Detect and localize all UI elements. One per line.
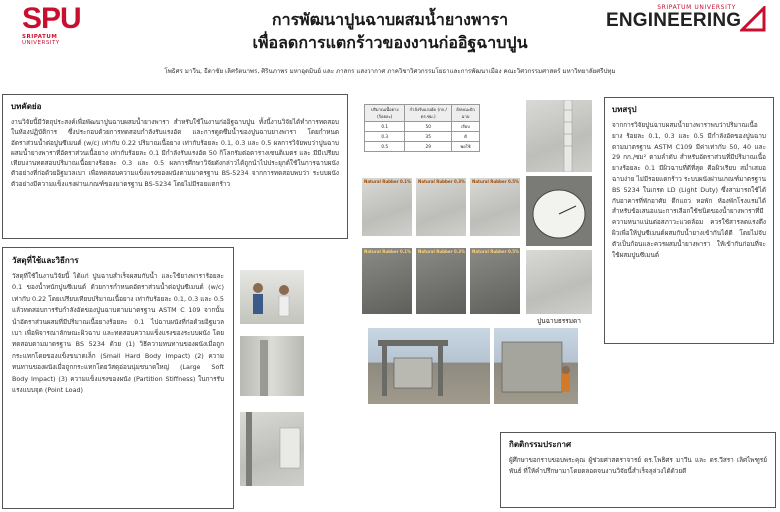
spu-logo-text: SPU xyxy=(22,2,81,35)
table-cell: 50 xyxy=(405,122,452,132)
specimen-label: Natural Rubber 0.5% xyxy=(472,249,520,254)
site-photo-right xyxy=(494,328,578,404)
specimen-photo xyxy=(470,178,520,236)
building-frame-icon xyxy=(368,328,490,404)
poster-title-line1: การพัฒนาปูนฉาบผสมน้ำยางพารา xyxy=(271,10,509,29)
specimen-label: Natural Rubber 0.1% xyxy=(364,249,412,254)
test-frame-icon xyxy=(240,412,304,486)
wall-caption: ปูนฉาบธรรมดา xyxy=(537,317,581,325)
wall-test-photo xyxy=(240,412,304,486)
frame-icon xyxy=(240,336,304,396)
specimen-photo xyxy=(362,248,412,314)
lab-work-photo xyxy=(240,270,304,324)
table-cell: พอใช้ xyxy=(451,142,479,152)
specimen-photo xyxy=(416,248,466,314)
spu-logo-line2: UNIVERSITY xyxy=(22,40,60,46)
spu-logo-line1: SRIPATUM xyxy=(22,34,58,40)
workers-icon xyxy=(240,270,304,324)
table-header-cell: ปริมาณเนื้อยาง (ร้อยละ) xyxy=(365,105,405,122)
table-row xyxy=(365,122,480,132)
table-row xyxy=(365,132,480,142)
table-header-cell: ลักษณะผิวฉาบ xyxy=(451,105,479,122)
abstract-heading: บทคัดย่อ xyxy=(11,102,42,111)
acknowledgement-section xyxy=(500,432,776,508)
wall-construction-icon xyxy=(494,328,578,404)
table-header-row xyxy=(365,105,480,122)
specimen-label: Natural Rubber 0.5% xyxy=(472,179,520,184)
drum-photo xyxy=(526,176,592,246)
specimen-label: Natural Rubber 0.3% xyxy=(418,179,466,184)
specimen-photo xyxy=(470,248,520,314)
summary-section xyxy=(604,97,774,344)
abstract-body: งานวิจัยนี้มีวัตถุประสงค์เพื่อพัฒนาปูนฉาบผสมน้ำยางพารา สำหรับใช้ในงานก่ออิฐฉาบปูน ทั้งนี้งานวิจัยได้ทำการทดสอบในห้องปฏิบัติการ ซึ่งประกอบด้วยการทดสอบกำลังรับแรงอัด และการดูดซึมน้ำของปูนฉาบยางพารา โดยกำหนดอัตราส่วนน้ำต่อปูนซีเมนต์ (w/c) เท่ากับ 0.22 ปริมาณเนื้อยาง เท่ากับร้อยละ 0.1, 0.3 และ 0.5 ผลการวิจัยพบว่าปูนฉาบผสมน้ำยางพาราที่อัตราส่วนเนื้อยาง เท่ากับร้อยละ 0.1 มีกำลังรับแรงอัด 50 กิโลกรัมต่อตารางเซนติเมตร และ มีมีเปรียบเทียบงานทดสอบปริมาณเนื้อยางร้อยละ 0.3 และ 0.5 ผลการศึกษาวิจัยดังกล่าวได้ถูกนำไปประยุกต์ใช้ในการฉาบผนังตัวอย่างที่ก่อด้วยอิฐมวลเบา เพื่อทดสอบความแข็งแรงของผนังตามมาตรฐาน BS-5234 จากการทดสอบพบว่า ระบบผนังตัวอย่างมีความแข็งแรงผ่านเกณฑ์ของมาตรฐาน BS-5234 โดยไม่มีรอยแตกร้าว xyxy=(11,118,339,188)
table-cell: 0.3 xyxy=(365,132,405,142)
methods-section xyxy=(2,247,234,509)
acknowledgement-heading: กิตติกรรมประกาศ xyxy=(509,440,572,449)
summary-body: จากการวิจัยปูนฉาบผสมน้ำยางพาราพบว่าปริมาณเนื้อยาง ร้อยละ 0.1, 0.3 และ 0.5 มีกำลังอัดของปูนฉาบตามมาตรฐาน ASTM C109 มีค่าเท่ากับ 50, 40 และ 29 กก./ซม² ตามลำดับ สำหรับอัตราส่วนที่มีปริมาณเนื้อยางร้อยละ 0.1 มีผิวฉาบที่ดีที่สุด คือผิวเรียบ สม่ำเสมอ ฉาบง่าย ไม่มีรอยแตกร้าว ระบบผนังผ่านเกณฑ์มาตรฐาน BS 5234 ในเกรด LD (Light Duty) ซึ่งสามารถใช้ได้กับอาคารที่พักอาศัย ตึกแถว หอพัก ห้องพักโรงแรมได้ สำหรับข้อเสนอแนะการเลือกใช้ชนิดของน้ำยางพาราที่มีความหนาแน่นต่อสภาวะแวดล้อม ควรใช้สารลดแรงตึงผิวเพื่อให้ปูนซีเมนต์ผสมกับน้ำยางเข้ากันได้ดี โดยไม่จับตัวเป็นก้อนและควรผสมน้ำยางพารา ให้เข้ากันก่อนที่จะใช้ผสมปูนซีเมนต์ xyxy=(612,121,766,259)
test-rig-photo xyxy=(526,100,592,172)
engineering-logo-line1: SRIPATUM UNIVERSITY xyxy=(657,4,736,11)
engineering-logo xyxy=(606,4,766,34)
spu-logo xyxy=(22,4,102,48)
site-photo-left xyxy=(368,328,490,404)
engineering-logo-text: ENGINEERING xyxy=(606,10,742,31)
abstract-section xyxy=(2,94,348,239)
table-cell: 35 xyxy=(405,132,452,142)
poster-title-line2: เพื่อลดการแตกร้าวของงานก่ออิฐฉาบปูน xyxy=(252,33,528,52)
drum-icon xyxy=(526,176,592,246)
table-cell: 29 xyxy=(405,142,452,152)
summary-heading: บทสรุป xyxy=(612,105,637,114)
specimen-photo xyxy=(416,178,466,236)
acknowledgement-body: ผู้ศึกษาขอกราบขอบพระคุณ ผู้ช่วยศาสตราจารย์ ดร.โพธิศร มาวีน และ ดร.วีสรา เลิศไพฑูรย์พันธ์ ที่ให้คำปรึกษามาโดยตลอดจนงานวิจัยนี้สำเร็จลุล่วงได้ด้วยดี xyxy=(509,456,767,475)
authors-line: โพธิศร มาวีน, ธีดาชัย เลิศรัตนาพร, ศิรินภาพร มหาอุดมินย์ และ ภาสกร แสงวากาศ ภาควิชาวิศวกรรมโยธาและการพัฒนาเมือง คณะวิศวกรรมศาสตร์ มหาวิทยาลัยศรีปทุม xyxy=(164,68,616,75)
table-cell: 0.1 xyxy=(365,122,405,132)
methods-heading: วัสดุที่ใช้และวิธีการ xyxy=(12,256,79,265)
engineering-mark-icon xyxy=(740,6,766,32)
panel-photo xyxy=(240,336,304,396)
methods-body: วัสดุที่ใช้ในงานวิจัยนี้ ได้แก่ ปูนฉาบสำเร็จผสมกับน้ำ และใช้ยางพาราร้อยละ 0.1 ของน้ำหนักปูนซีเมนต์ ด้วยการกำหนดอัตราส่วนน้ำต่อปูนซีเมนต์ (w/c) เท่ากับ 0.22 โดยเปรียบเทียบปริมาณเนื้อยาง เท่ากับร้อยละ 0.1, 0.3 และ 0.5 แล้วทดสอบการรับกำลังอัดของปูนฉาบตามมาตรฐาน ASTM C 109 จากนั้นนำอัตราส่วนผสมที่มีปริมาณเนื้อยางร้อยละ 0.1 ไปฉาบผนังที่ก่อด้วยอิฐมวลเบา เพื่อพิจารณาลักษณะผิวฉาบ และทดสอบความแข็งแรงของระบบผนัง โดยทดสอบตามมาตรฐาน BS 5234 ด้วย (1) วิธีความทนทานของผนังเมื่อถูกกระแทกโดยของแข็งขนาดเล็ก (Small Hard Body Impact) (2) ความทนทานของผนังเมื่อถูกกระแทกโดยวัสดุอ่อนนุ่มขนาดใหญ่ (Large Soft Body Impact) (3) ความแข็งแรงของผนัง (Partition Stiffness) ในการรับแรงแบบจุด (Point Load) xyxy=(12,272,224,395)
wall-sample-photo xyxy=(526,250,592,314)
measuring-rod-icon xyxy=(526,100,592,172)
table-cell: เรียบ xyxy=(451,122,479,132)
specimen-label: Natural Rubber 0.3% xyxy=(418,249,466,254)
table-cell: ดี xyxy=(451,132,479,142)
specimen-photo xyxy=(362,178,412,236)
specimen-label: Natural Rubber 0.1% xyxy=(364,179,412,184)
table-cell: 0.5 xyxy=(365,142,405,152)
table-row xyxy=(365,142,480,152)
table-header-cell: กำลังรับแรงอัด (กก./ตร.ซม.) xyxy=(405,105,452,122)
mix-table xyxy=(364,104,480,152)
